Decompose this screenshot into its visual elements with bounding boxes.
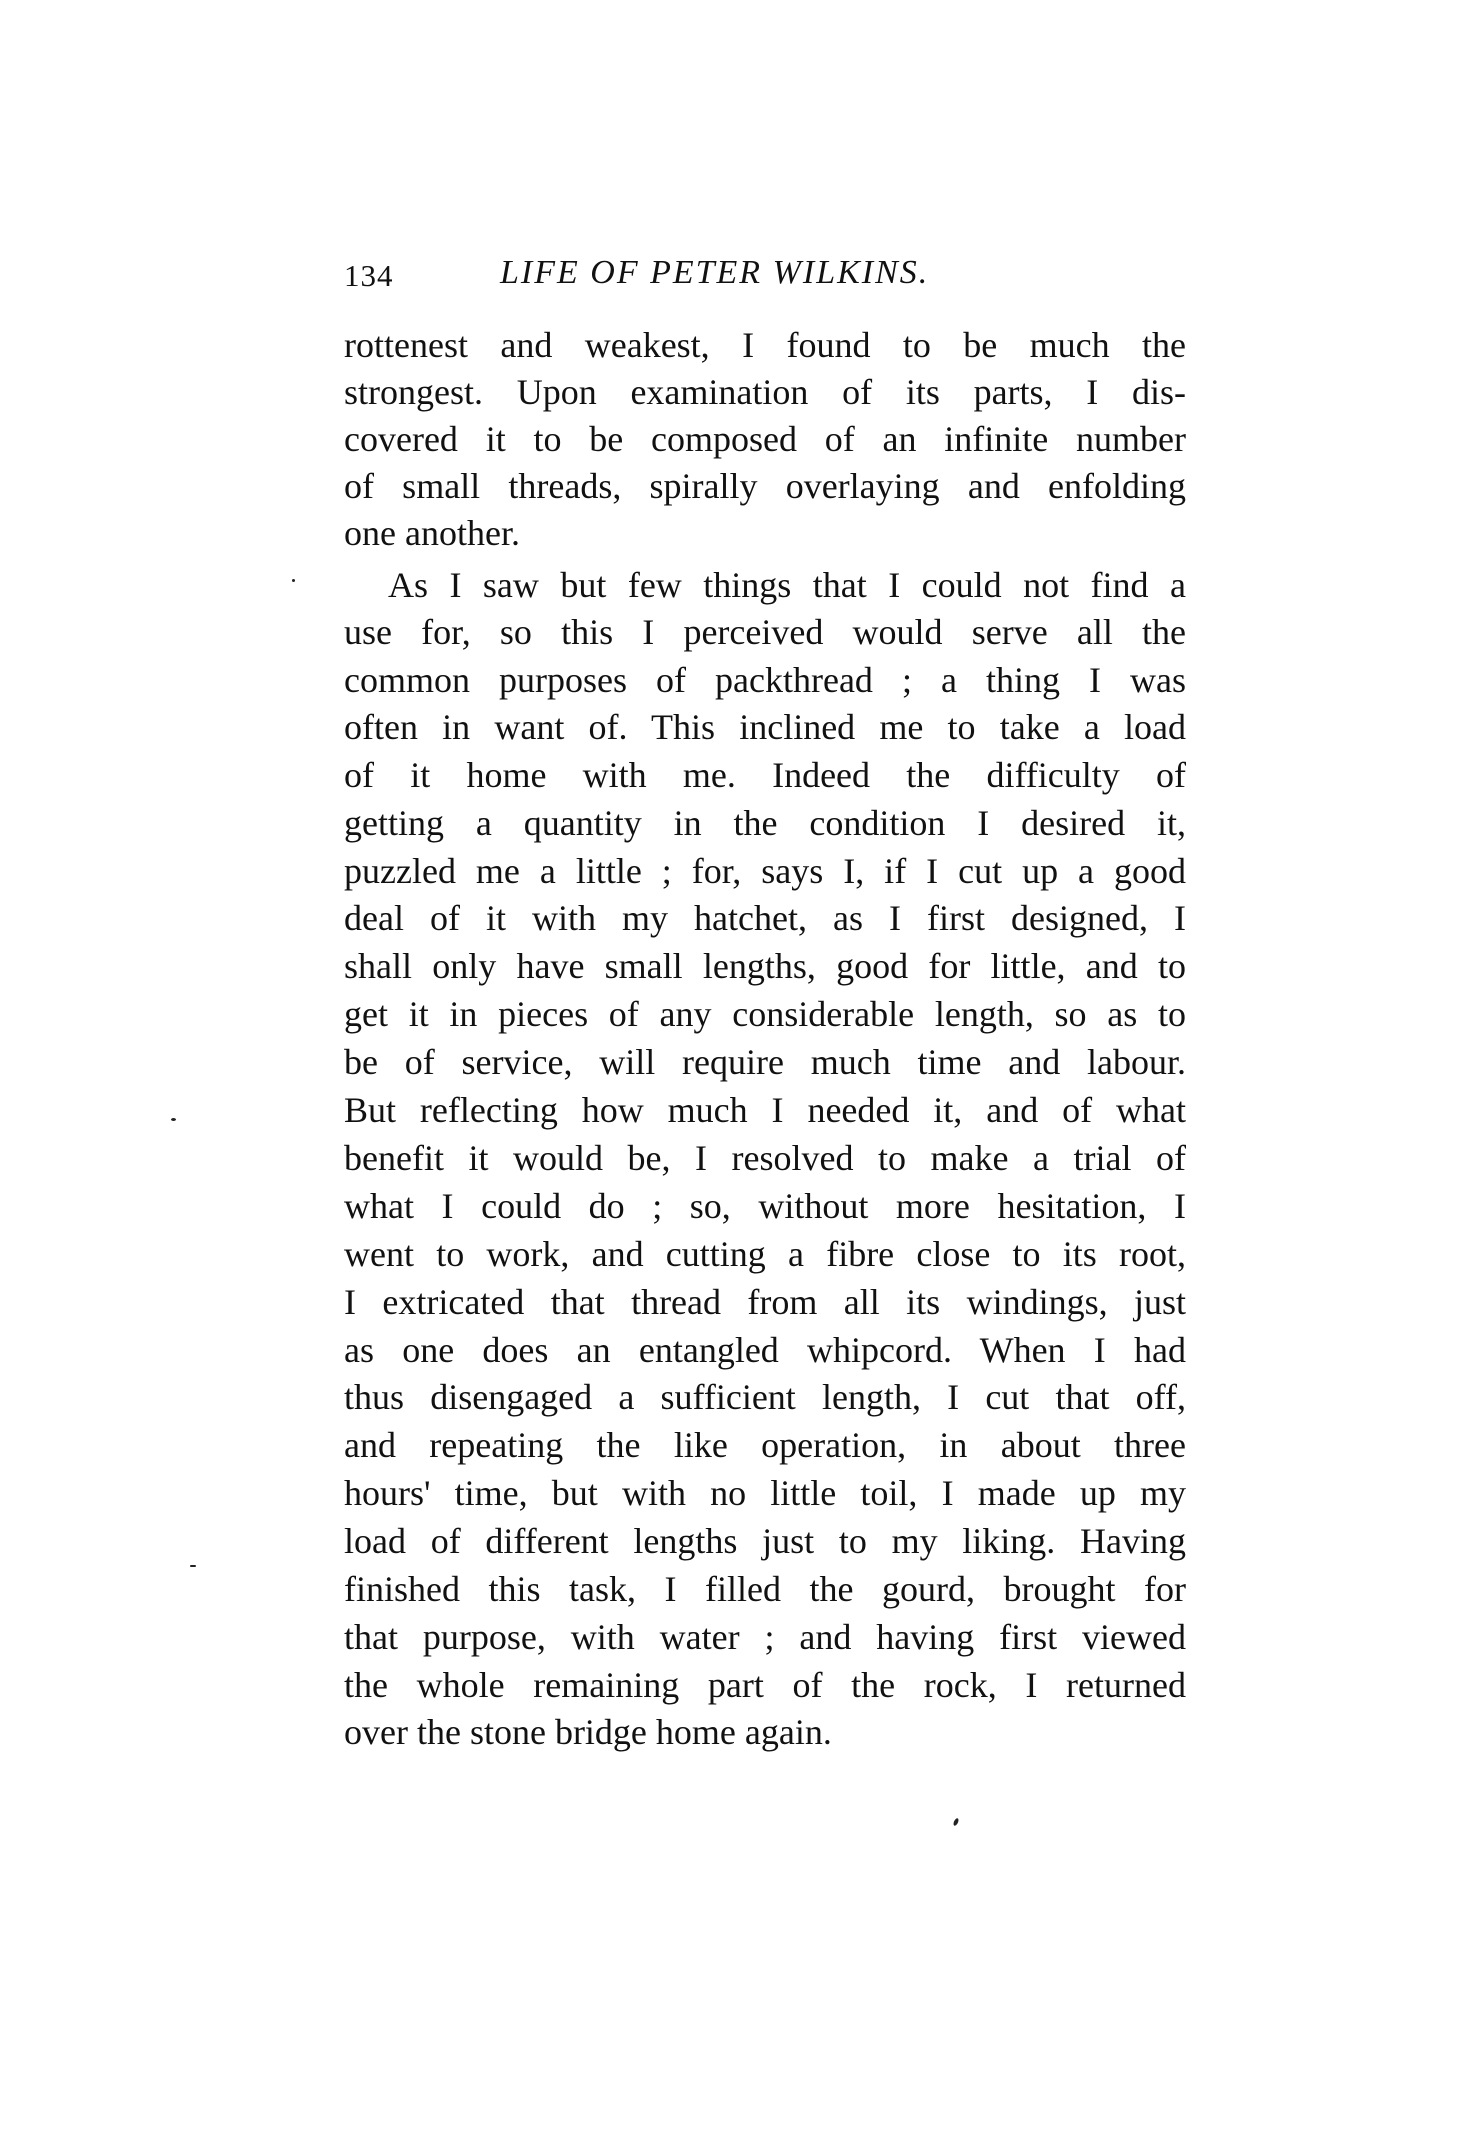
text-line: I extricated that thread from all its windings, just: [344, 1282, 1186, 1322]
page-header: [344, 250, 1174, 300]
text-line: of it home with me. Indeed the difficulty of: [344, 755, 1186, 795]
text-line: get it in pieces of any considerable length, so as to: [344, 994, 1186, 1034]
text-line: But reflecting how much I needed it, and of what: [344, 1090, 1186, 1130]
text-line: thus disengaged a sufficient length, I cut that off,: [344, 1377, 1186, 1417]
text-line: rottenest and weakest, I found to be much the: [344, 325, 1186, 365]
print-speck: [952, 1818, 959, 1827]
print-speck: [171, 1118, 176, 1121]
text-line: finished this task, I filled the gourd, brought for: [344, 1569, 1186, 1609]
text-line: and repeating the like operation, in about three: [344, 1425, 1186, 1465]
text-line: As I saw but few things that I could not find a: [388, 565, 1186, 605]
text-line: one another.: [344, 513, 520, 553]
text-line: use for, so this I perceived would serve all the: [344, 612, 1186, 652]
text-line: deal of it with my hatchet, as I first designed, I: [344, 898, 1186, 938]
text-line: the whole remaining part of the rock, I returned: [344, 1665, 1186, 1705]
text-line: shall only have small lengths, good for little, and to: [344, 946, 1186, 986]
text-line: what I could do ; so, without more hesitation, I: [344, 1186, 1186, 1226]
text-line: load of different lengths just to my liking. Having: [344, 1521, 1186, 1561]
text-line: of small threads, spirally overlaying and enfolding: [344, 466, 1186, 506]
text-line: benefit it would be, I resolved to make a trial of: [344, 1138, 1186, 1178]
text-line: as one does an entangled whipcord. When I had: [344, 1330, 1186, 1370]
text-line: often in want of. This inclined me to take a load: [344, 707, 1186, 747]
page-number: 134: [344, 258, 394, 293]
text-line: common purposes of packthread ; a thing I was: [344, 660, 1186, 700]
print-speck: [190, 1565, 196, 1567]
text-line: that purpose, with water ; and having first viewed: [344, 1617, 1186, 1657]
text-line: went to work, and cutting a fibre close to its root,: [344, 1234, 1186, 1274]
text-line: strongest. Upon examination of its parts, I dis-: [344, 372, 1186, 412]
text-line: getting a quantity in the condition I desired it,: [344, 803, 1186, 843]
text-line: covered it to be composed of an infinite number: [344, 419, 1186, 459]
text-line: puzzled me a little ; for, says I, if I cut up a good: [344, 851, 1186, 891]
text-line: hours' time, but with no little toil, I made up my: [344, 1473, 1186, 1513]
print-speck: [292, 579, 295, 582]
text-line: be of service, will require much time and labour.: [344, 1042, 1186, 1082]
running-title: LIFE OF PETER WILKINS.: [500, 254, 930, 291]
text-line: over the stone bridge home again.: [344, 1712, 832, 1752]
